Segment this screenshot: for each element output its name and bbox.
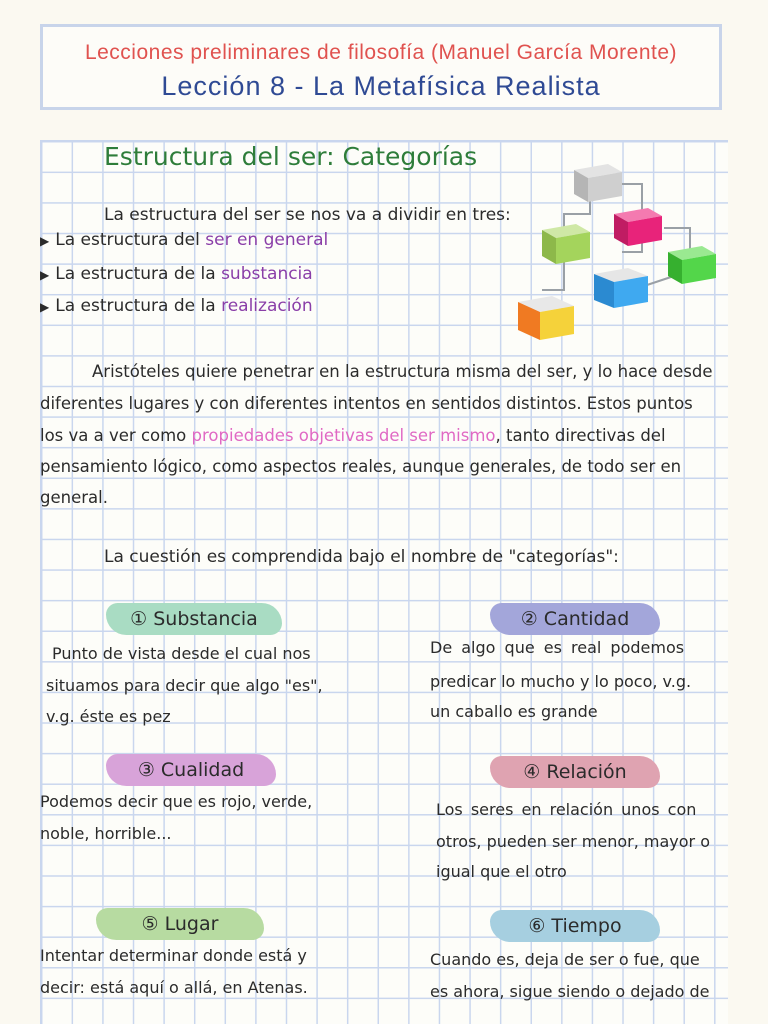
category-tag-cantidad: ② Cantidad [490, 603, 660, 635]
category-tag-cualidad: ③ Cualidad [106, 754, 276, 786]
bullet-item [40, 230, 328, 250]
bullet-item [40, 264, 313, 284]
category-desc-line: igual que el otro [436, 862, 567, 881]
bullet-arrow-icon: ▶ [40, 268, 50, 282]
category-tag-tiempo: ⑥ Tiempo [490, 910, 660, 942]
category-tag-relacion: ④ Relación [490, 756, 660, 788]
header-subtitle: Lecciones preliminares de filosofía (Manuel García Morente) [84, 41, 678, 64]
section-title: Estructura del ser: Categorías [104, 142, 478, 171]
category-tag-lugar: ⑤ Lugar [96, 908, 264, 940]
bullet-highlight: substancia [221, 264, 313, 284]
bullet-highlight: realización [221, 296, 313, 316]
bullet-prefix: La estructura del [55, 230, 206, 250]
category-desc-line: es ahora, sigue siendo o dejado de [430, 982, 710, 1001]
category-desc-line: Los seres en relación unos con [436, 800, 697, 819]
bullet-highlight: ser en general [205, 230, 329, 250]
bullet-arrow-icon: ▶ [40, 234, 50, 248]
bullet-prefix: La estructura de la [55, 296, 222, 316]
connected-cubes-icon [512, 156, 722, 346]
paragraph-text: , tanto directivas del [495, 426, 666, 445]
categories-intro: La cuestión es comprendida bajo el nombre de "categorías": [104, 547, 619, 567]
category-desc-line: decir: está aquí o allá, en Atenas. [40, 978, 308, 997]
category-desc-line: Intentar determinar donde está y [40, 946, 307, 965]
paragraph-line [40, 420, 666, 451]
bullet-arrow-icon: ▶ [40, 300, 50, 314]
category-desc-line: Cuando es, deja de ser o fue, que [430, 950, 700, 969]
paragraph-line: general. [40, 488, 108, 507]
paragraph-text: los va a ver como [40, 426, 192, 445]
category-desc-line: predicar lo mucho y lo poco, v.g. [430, 672, 692, 691]
category-desc-line: Punto de vista desde el cual nos [52, 644, 311, 663]
paragraph-line: diferentes lugares y con diferentes intentos en sentidos distintos. Estos puntos [40, 394, 693, 413]
intro-text: La estructura del ser se nos va a dividir en tres: [104, 205, 511, 225]
header-box [40, 24, 722, 110]
paragraph-line: pensamiento lógico, como aspectos reales, aunque generales, de todo ser en [40, 457, 682, 476]
category-desc-line: situamos para decir que algo "es", [46, 676, 323, 695]
category-desc-line: De algo que es real podemos [430, 638, 685, 657]
category-desc-line: un caballo es grande [430, 702, 598, 721]
paragraph-highlight: propiedades objetivas del ser mismo [191, 426, 496, 445]
category-desc-line: noble, horrible... [40, 824, 172, 843]
category-tag-substancia: ① Substancia [106, 603, 282, 635]
bullet-prefix: La estructura de la [55, 264, 222, 284]
category-desc-line: Podemos decir que es rojo, verde, [40, 792, 313, 811]
category-desc-line: v.g. éste es pez [46, 707, 171, 726]
header-title: Lección 8 - La Metafísica Realista [161, 71, 601, 101]
category-desc-line: otros, pueden ser menor, mayor o [436, 832, 711, 851]
paragraph-line: Aristóteles quiere penetrar en la estructura misma del ser, y lo hace desde [92, 362, 713, 381]
bullet-item [40, 296, 313, 316]
